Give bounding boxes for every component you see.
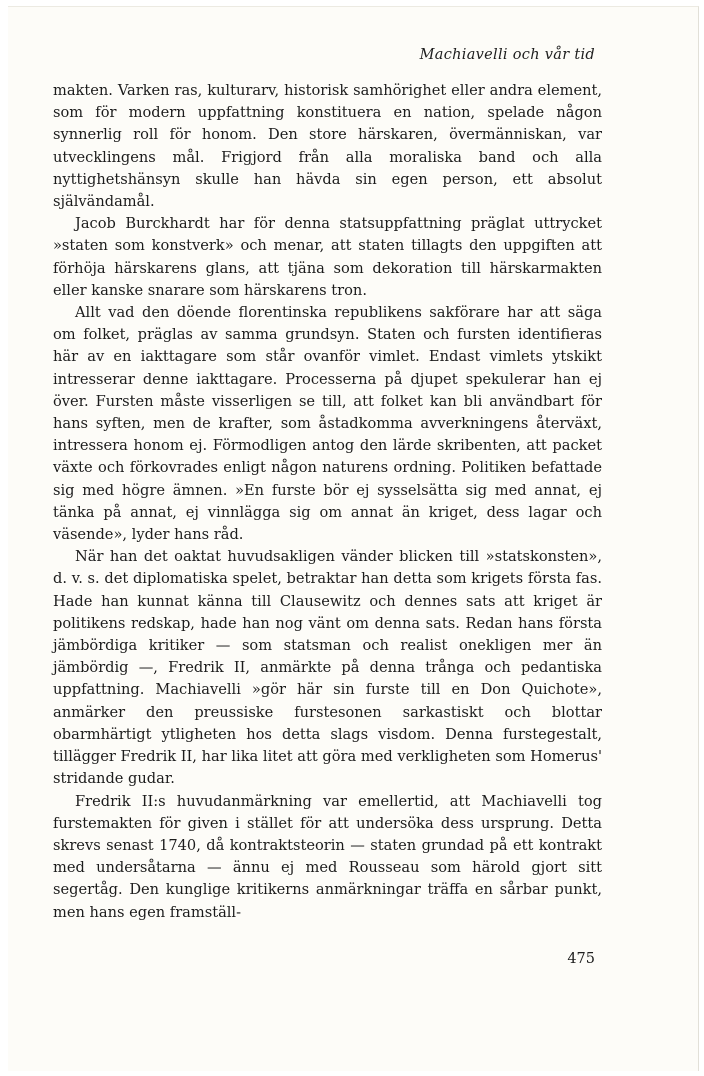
paragraph-1: makten. Varken ras, kulturarv, historisk samhörighet eller andra element, som för modern uppfattning konstituera en nation, spelade någon synnerlig roll för honom. Den store härskaren, övermänniskan, var utvecklingens mål. Frigjord från alla moraliska band och alla nyttighetshänsyn skulle han hävda sin egen person, ett absolut självändamål. — [53, 82, 602, 211]
page-number: 475 — [567, 951, 595, 967]
running-head-title: Machiavelli och vår tid — [419, 47, 595, 63]
paragraph-2: Jacob Burckhardt har för denna statsuppfattning präglat uttrycket »staten som konstverk» och menar, att staten tillagts den uppgiften att förhöja härskarens glans, att tjäna som dekoration till härskarmakten eller kanske snarare som härskarens tron. — [53, 215, 602, 299]
paragraph-5: Fredrik II:s huvudanmärkning var emellertid, att Machiavelli tog furstemakten för given i stället för att undersöka dess ursprung. Detta skrevs senast 1740, då kontraktsteorin — staten grundad på ett kontrakt med undersåtarna — ännu ej med Rousseau som härold gjort sitt segertåg. Den kunglige kritikerns anmärkningar träffa en sårbar punkt, men hans egen framställ- — [53, 792, 602, 921]
paragraph-4: När han det oaktat huvudsakligen vänder blicken till »statskonsten», d. v. s. det diplomatiska spelet, betraktar han detta som krigets första fas. Hade han kunnat känna till Clausewitz och dennes sats att kriget är politikens redskap, hade han nog vänt om denna sats. Redan hans första jämbördiga kritiker — som statsman och realist onekligen mer än jämbördig —, Fredrik II, anmärkte på denna trånga och pedantiska uppfattning. Machiavelli »gör här sin furste till en Don Quichote», anmärker den preussiske furstesonen sarkastiskt och blottar obarmhärtigt ytligheten hos detta slags visdom. Denna furstegestalt, tillägger Fredrik II, har lika litet att göra med verkligheten som Homerus' stridande gudar. — [53, 548, 602, 788]
body-text — [53, 80, 602, 924]
paragraph-3: Allt vad den döende florentinska republikens sakförare har att säga om folket, präglas av samma grundsyn. Staten och fursten identifieras här av en iakttagare som står ovanför vimlet. Endast vimlets ytskikt intresserar denne iakttagare. Processerna på djupet spekulerar han ej över. Fursten måste visserligen se till, att folket kan bli användbart för hans syften, men de krafter, som åstadkomma avverkningens återväxt, intressera honom ej. Förmodligen antog den lärde skribenten, att packet växte och förkovrades enligt någon naturens ordning. Politiken befattade sig med högre ämnen. »En furste bör ej sysselsätta sig med annat, ej tänka på annat, ej vinnlägga sig om annat än kriget, dess lagar och väsende», lyder hans råd. — [53, 304, 602, 544]
book-page — [8, 6, 699, 1071]
